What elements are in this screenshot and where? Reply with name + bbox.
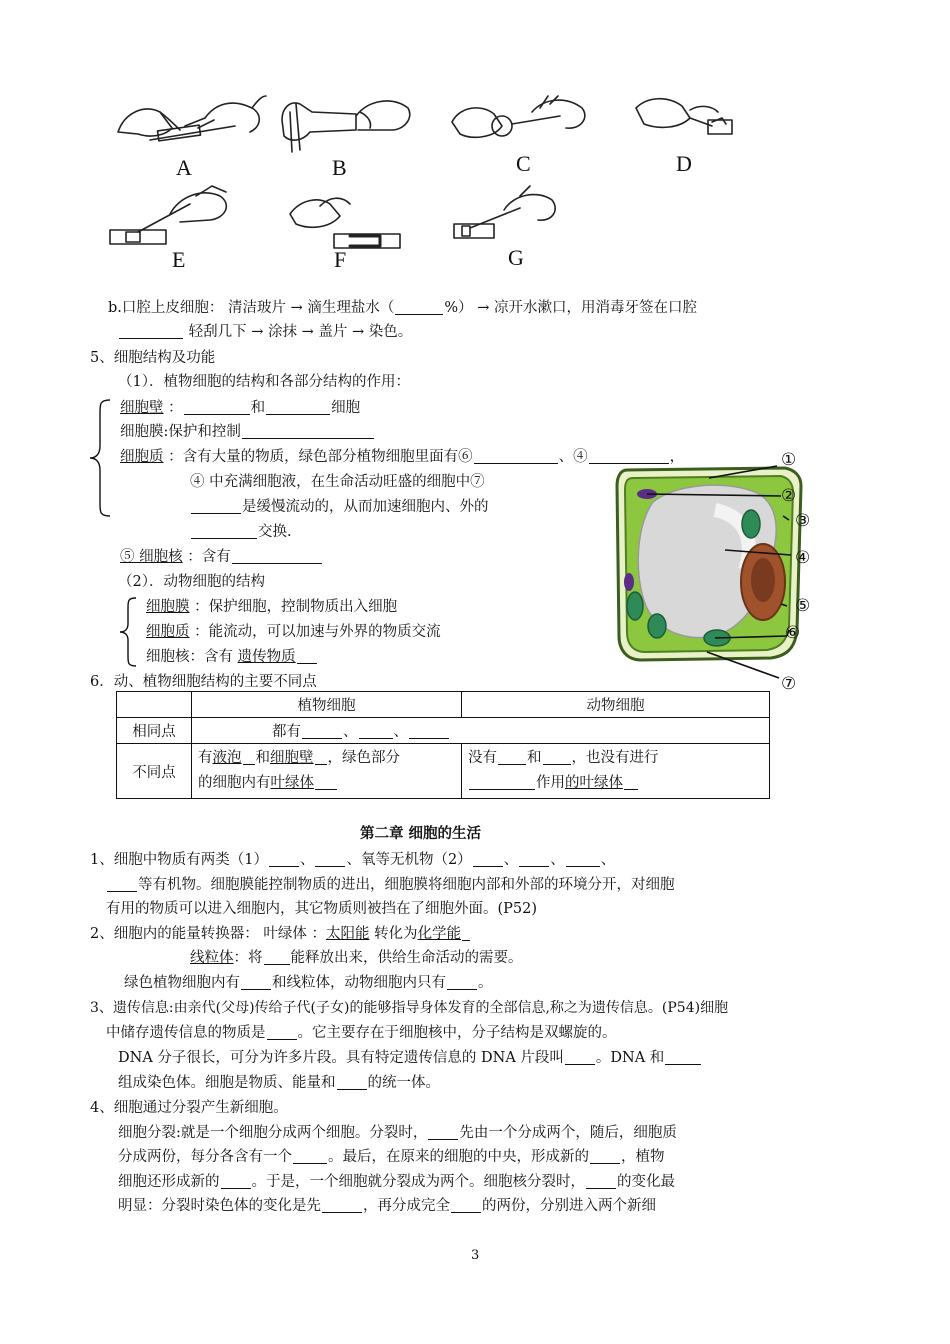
figure-e-drawing [110,186,226,244]
ch2-s4-line-1: 细胞分裂:就是一个细胞分成两个细胞。分裂时， 先由一个分成两个，随后，细胞质 [118,1125,677,1141]
page-number: 3 [471,1248,480,1263]
cytoplasm-line-3: 是缓慢流动的，从而加速细胞内、外的 [190,495,489,516]
figure-label-d: D [676,151,692,176]
cell-label-7: ⑦ [781,674,797,694]
header-animal: 动物细胞 [462,692,770,718]
ch2-s3-line-2: 中储存遗传信息的物质是 。它主要存在于细胞核中，分子结构是双螺旋的。 [106,1025,617,1041]
row-diff-plant: 有液泡 和细胞壁 ，绿色部分 的细胞内有叶绿体 [192,744,462,799]
oral-line-1: b.口腔上皮细胞： 清洁玻片 → 滴生理盐水（ %） → 凉开水漱口，用消毒牙签在口腔 [108,300,698,316]
ch2-s1-line-2: 等有机物。细胞膜能控制物质的进出，细胞膜将细胞内部和外部的环境分开，对细胞 [106,873,675,894]
figure-label-a: A [176,155,192,180]
figure-d-drawing [636,99,732,134]
chapter-2-title: 第二章 细胞的生活 [360,825,482,842]
header-plant: 植物细胞 [192,692,462,718]
ch2-s4-title: 4、细胞通过分裂产生新细胞。 [90,1100,288,1116]
cell-label-6: ⑥ [785,623,801,643]
figure-c-drawing [452,96,585,137]
cell-label-5: ⑤ [795,596,811,616]
procedure-figures [0,0,950,285]
ch2-s4-line-3: 细胞还形成新的 。于是，一个细胞就分裂成为两个。细胞核分裂时， 的变化最 [118,1174,675,1190]
figure-g-drawing [454,186,555,238]
figure-label-c: C [516,151,531,176]
plant-structure-subtitle: （1）．植物细胞的结构和各部分结构的作用： [118,374,410,390]
row-diff-animal: 没有 和 ，也没有进行 作用的叶绿体 [462,744,770,799]
ch2-s3-line-4: 组成染色体。细胞是物质、能量和 的统一体。 [118,1075,440,1091]
figure-label-e: E [172,247,186,272]
cell-membrane-line: 细胞膜:保护和控制 [120,420,375,441]
ch2-s3-line-1: 3、遗传信息:由亲代(父母)传给子代(子女)的能够指导身体发育的全部信息,称之为遗传信息。(P54)细胞 [90,1000,729,1016]
animal-structure-subtitle: （2）．动物细胞的结构 [118,574,265,590]
cytoplasm-line-2: ④ 中充满细胞液，在生命活动旺盛的细胞中⑦ [190,474,485,490]
ch2-s1-line-1: 1、细胞中物质有两类（1） 、 、氧等无机物（2） 、 、 、 [90,852,616,868]
ch2-s2-line-1: 2、细胞内的能量转换器： 叶绿体 ：太阳能 转化为化学能 [90,922,471,943]
ch2-s3-line-3: DNA 分子很长，可分为许多片段。具有特定遗传信息的 DNA 片段叫 。DNA 和 [118,1046,702,1067]
plant-cell-diagram [605,450,835,690]
animal-nucleus-line: 细胞核：含有 遗传物质 [146,645,318,666]
figure-a-drawing [118,96,266,141]
cell-label-4: ④ [795,548,811,568]
figure-label-f: F [334,247,347,272]
animal-cytoplasm-line: 细胞质 ：能流动，可以加速与外界的物质交流 [146,624,441,640]
ch2-s2-line-3: 绿色植物细胞内有 和线粒体，动物细胞内只有 。 [124,975,493,991]
cytoplasm-line-1: 细胞质 ：含有大量的物质，绿色部分植物细胞里面有⑥ 、④ ， [120,449,685,465]
section-5-title: 5、细胞结构及功能 [90,350,216,366]
figure-label-g: G [508,245,524,270]
plant-brace [88,398,118,518]
ch2-s4-line-4: 明显：分裂时染色体的变化是先 ，再分成完全 的两份，分别进入两个新细 [118,1198,656,1214]
ch2-s4-line-2: 分成两份，每分各含有一个 。最后，在原来的细胞的中央，形成新的 ，植物 [118,1149,665,1165]
cytoplasm-line-4: 交换. [190,520,292,541]
ch2-s2-line-2: 线粒体：将 能释放出来，供给生命活动的需要。 [190,950,523,966]
cell-label-1: ① [781,450,797,470]
figure-f-drawing [290,198,400,248]
figure-label-b: B [332,155,347,180]
section-6-title: 6．动、植物细胞结构的主要不同点 [90,674,317,690]
row-same-label: 相同点 [117,718,192,744]
comparison-table [116,691,770,799]
cell-label-2: ② [781,486,797,506]
animal-brace [118,596,142,668]
row-same-cell: 都有 、 、 [192,718,770,744]
table-corner [117,692,192,718]
oral-line-2: 轻刮几下 → 涂抹 → 盖片 → 染色。 [118,320,412,341]
figure-b-drawing [282,101,410,152]
animal-membrane-line: 细胞膜 ：保护细胞，控制物质出入细胞 [146,599,398,615]
nucleus-line: ⑤ 细胞核 ：含有 [120,545,323,566]
cell-label-3: ③ [795,511,811,531]
ch2-s1-line-3: 有用的物质可以进入细胞内，其它物质则被挡在了细胞外面。(P52) [106,901,538,917]
cell-wall-line: 细胞壁 ： 和 细胞 [120,400,361,416]
row-diff-label: 不同点 [117,744,192,799]
